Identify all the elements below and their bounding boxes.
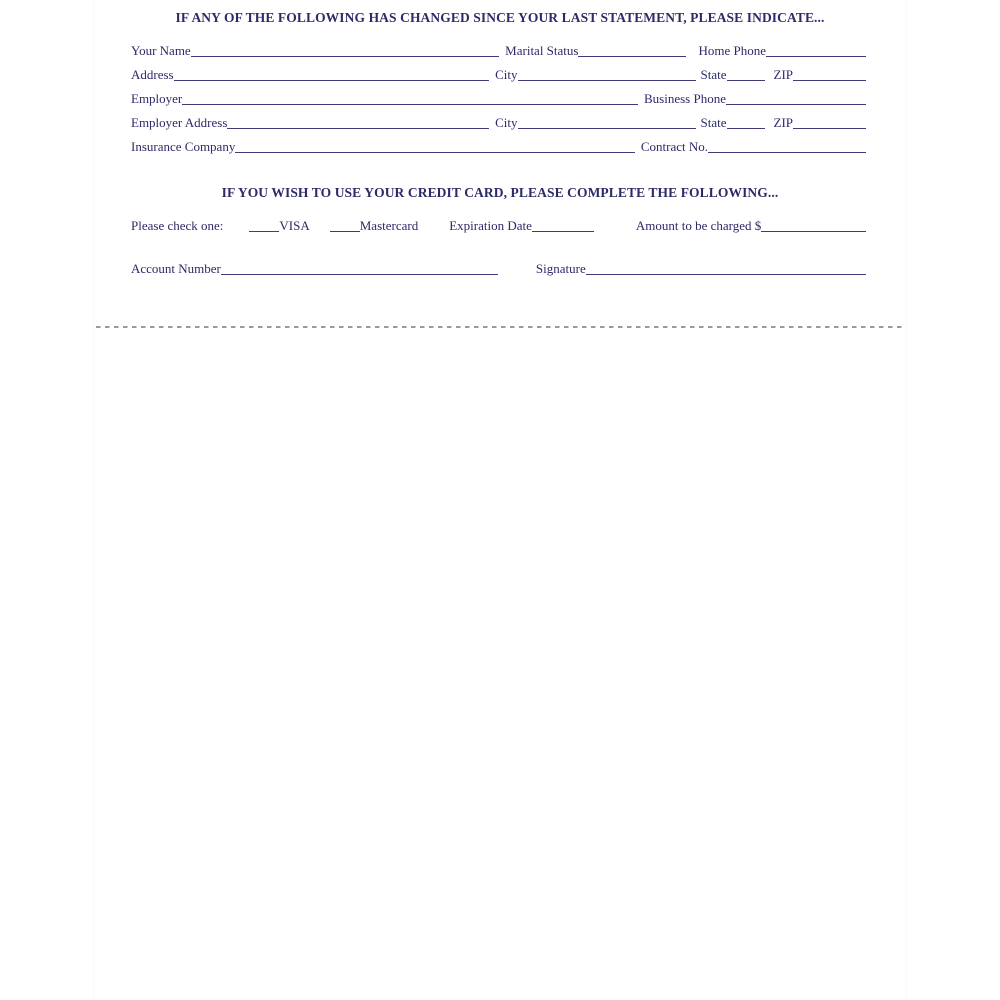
account-number-field[interactable] <box>221 262 498 275</box>
employer-field[interactable] <box>182 92 638 105</box>
state-field[interactable] <box>727 68 765 81</box>
expiration-date-field[interactable] <box>532 219 594 232</box>
row-name-marital-phone <box>131 42 866 58</box>
expiration-date-label: Expiration Date <box>449 218 532 233</box>
city-field[interactable] <box>518 68 696 81</box>
city-label: City <box>495 67 518 82</box>
your-name-label: Your Name <box>131 43 191 58</box>
insurance-company-field[interactable] <box>235 140 635 153</box>
your-name-field[interactable] <box>191 44 499 57</box>
contract-no-label: Contract No. <box>640 139 708 154</box>
employer-zip-label: ZIP <box>773 115 793 130</box>
row-account-signature <box>131 260 866 276</box>
employer-state-field[interactable] <box>727 116 765 129</box>
row-employer <box>131 90 866 106</box>
account-number-label: Account Number <box>131 261 221 276</box>
employer-label: Employer <box>131 91 183 106</box>
employer-address-label: Employer Address <box>131 115 228 130</box>
visa-checkbox-field[interactable] <box>249 219 279 232</box>
perforation-dashed-line <box>96 326 905 328</box>
employer-city-label: City <box>495 115 518 130</box>
zip-field[interactable] <box>793 68 866 81</box>
please-check-one-label: Please check one: <box>131 218 224 233</box>
visa-label: VISA <box>279 218 310 233</box>
mastercard-label: Mastercard <box>359 218 419 233</box>
row-credit-card <box>131 217 866 233</box>
contract-no-field[interactable] <box>708 140 866 153</box>
row-employer-address <box>131 114 866 130</box>
address-field[interactable] <box>174 68 489 81</box>
signature-field[interactable] <box>586 262 866 275</box>
employer-city-field[interactable] <box>518 116 696 129</box>
business-phone-label: Business Phone <box>644 91 726 106</box>
row-address <box>131 66 866 82</box>
state-label: State <box>700 67 727 82</box>
address-label: Address <box>131 67 174 82</box>
amount-field[interactable] <box>761 219 866 232</box>
employer-zip-field[interactable] <box>793 116 866 129</box>
section-update-info-heading: IF ANY OF THE FOLLOWING HAS CHANGED SINCE YOUR LAST STATEMENT, PLEASE INDICATE... <box>175 10 825 25</box>
home-phone-field[interactable] <box>766 44 866 57</box>
zip-label: ZIP <box>773 67 793 82</box>
amount-to-be-charged-label: Amount to be charged $ <box>635 218 762 233</box>
insurance-company-label: Insurance Company <box>131 139 236 154</box>
row-insurance <box>131 138 866 154</box>
section-credit-card-heading: IF YOU WISH TO USE YOUR CREDIT CARD, PLEASE COMPLETE THE FOLLOWING... <box>221 185 779 200</box>
employer-state-label: State <box>700 115 727 130</box>
mastercard-checkbox-field[interactable] <box>330 219 360 232</box>
signature-label: Signature <box>535 261 586 276</box>
marital-status-field[interactable] <box>578 44 686 57</box>
business-phone-field[interactable] <box>726 92 866 105</box>
home-phone-label: Home Phone <box>698 43 766 58</box>
form-page <box>93 0 907 1000</box>
employer-address-field[interactable] <box>227 116 489 129</box>
marital-status-label: Marital Status <box>505 43 579 58</box>
